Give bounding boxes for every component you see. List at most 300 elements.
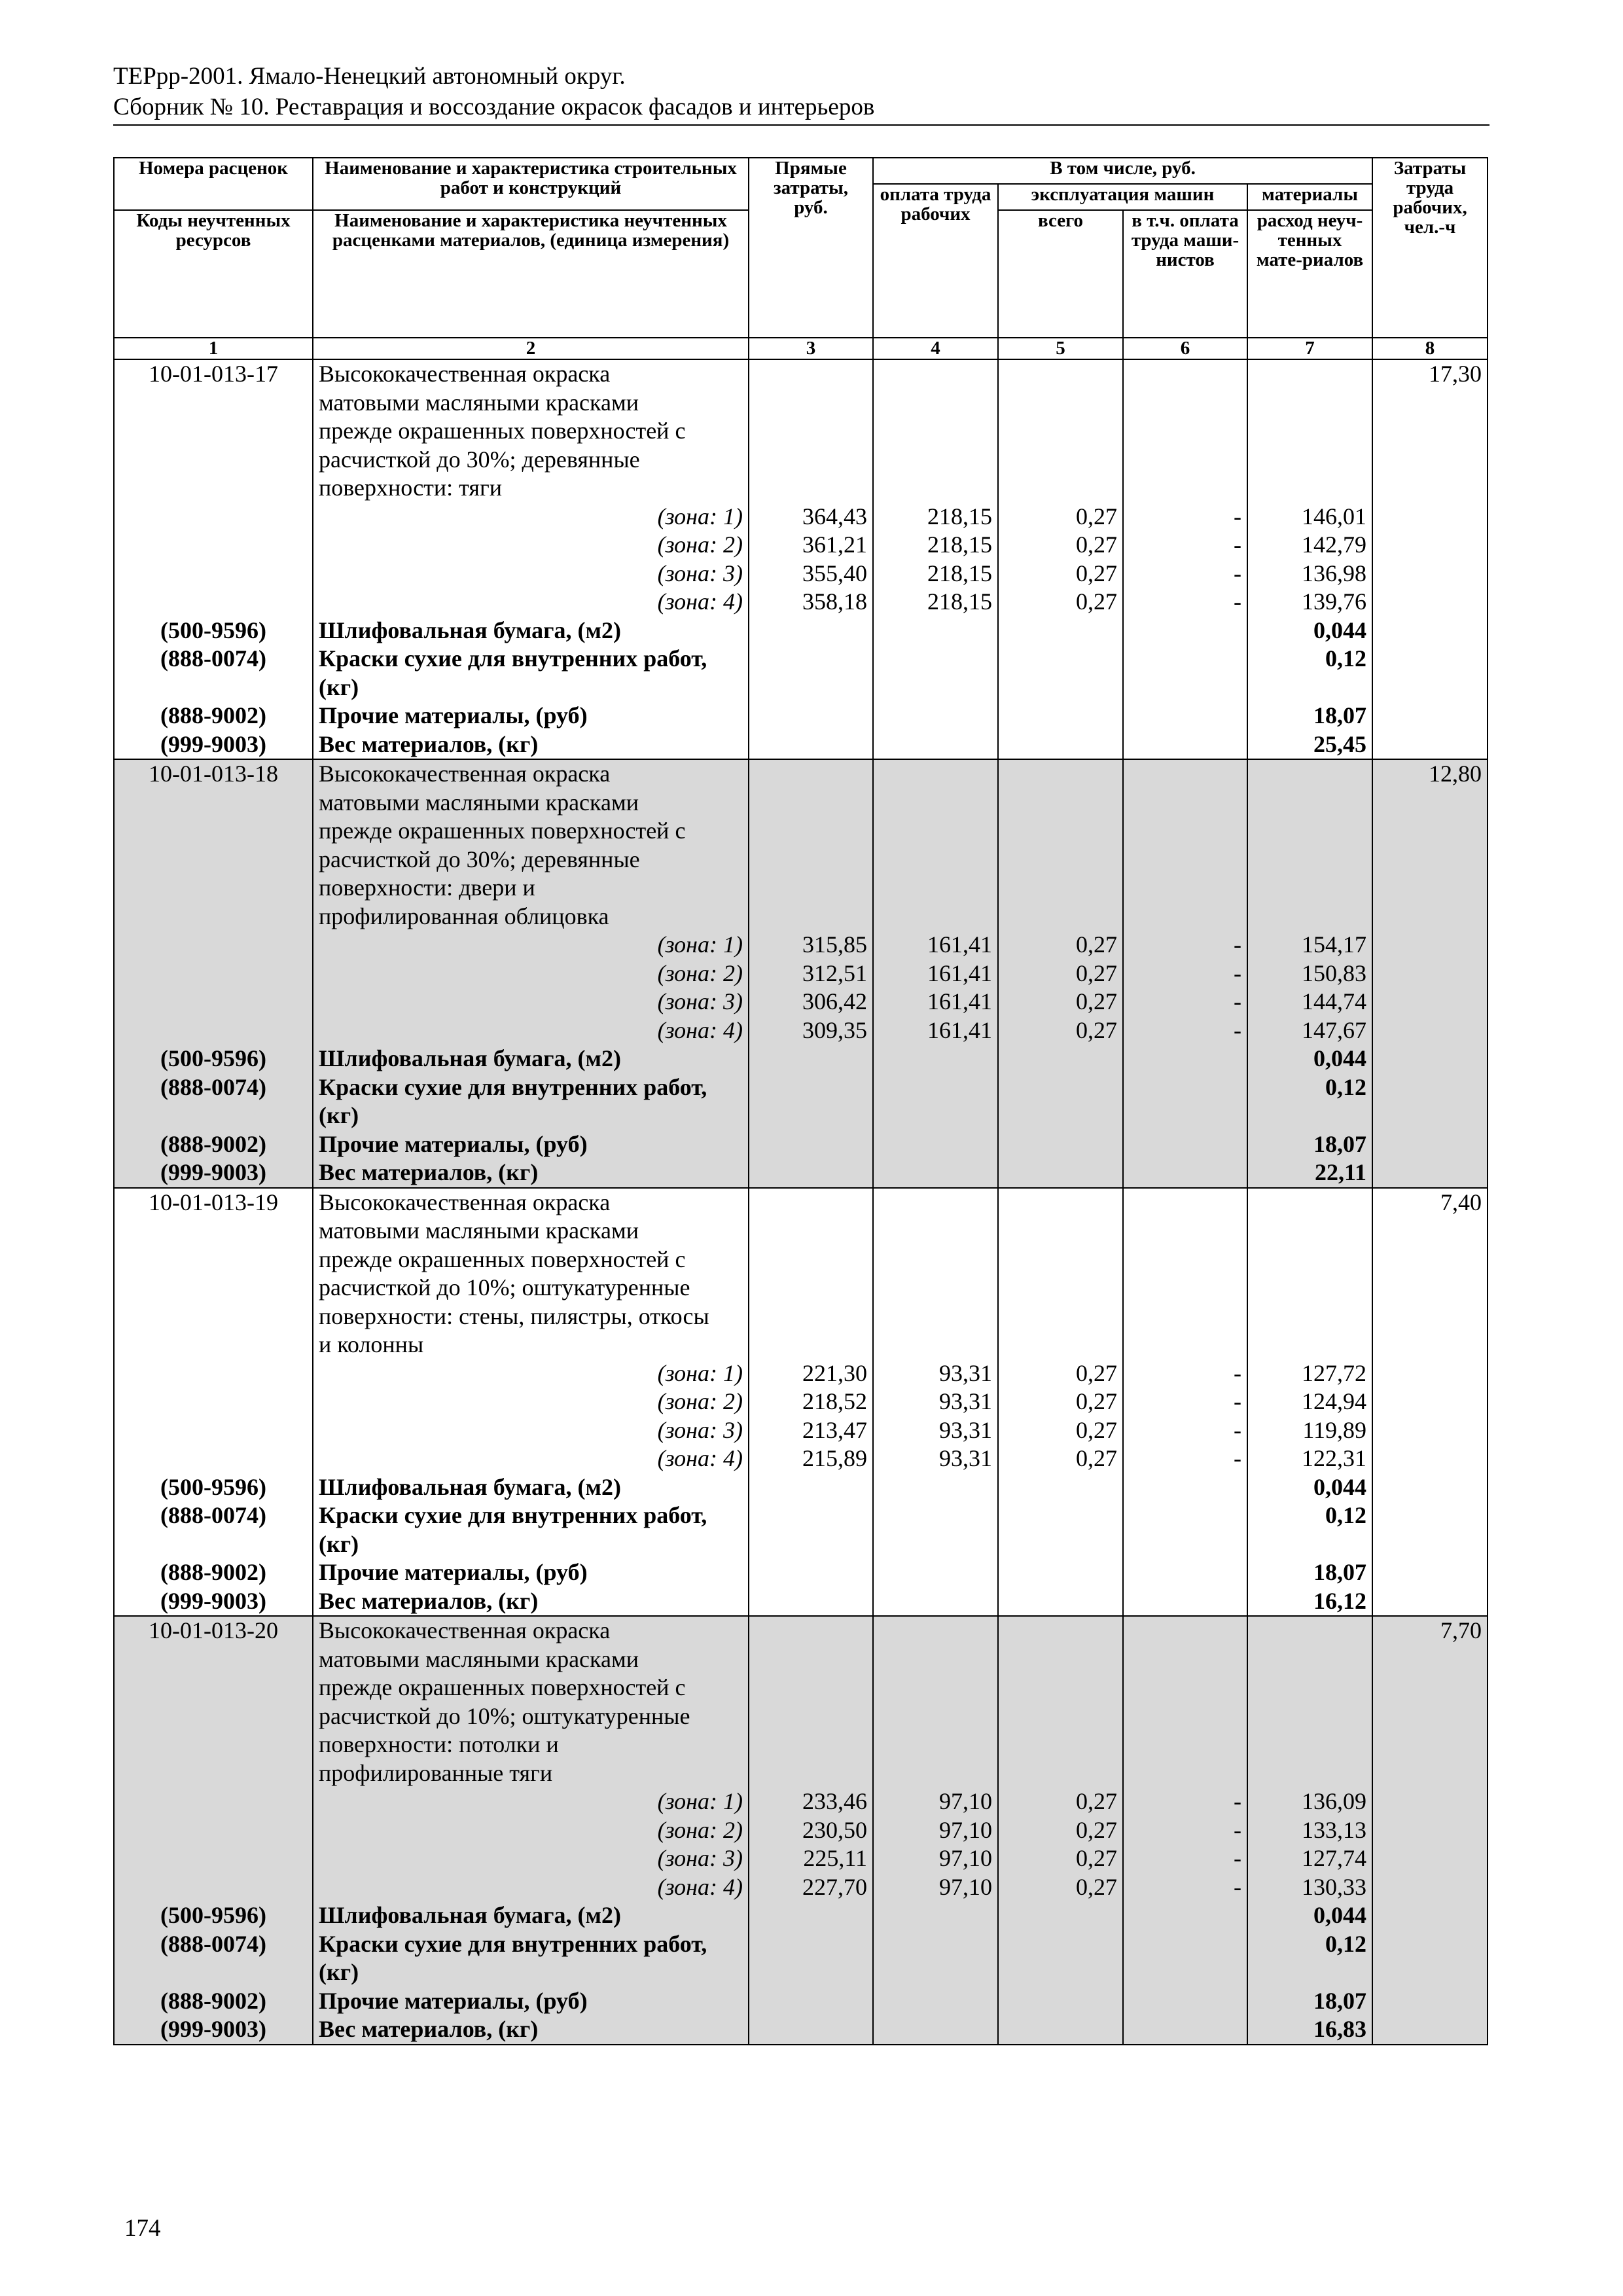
direct-cost: 309,35 [749,1016,873,1045]
table-row [114,759,1488,789]
table-cell [1123,1073,1247,1102]
machines: 0,27 [998,588,1123,617]
wages: 93,31 [873,1416,998,1445]
table-cell [1123,1217,1247,1246]
table-cell [998,673,1123,702]
col-number: 2 [313,338,749,359]
table-cell [1123,789,1247,817]
resource-name: Краски сухие для внутренних работ, [313,1501,749,1530]
work-description: Высококачественная окраска [313,1188,749,1217]
table-cell [1123,1759,1247,1788]
resource-unit: (кг) [313,1958,749,1987]
table-cell [873,617,998,645]
table-cell [114,817,313,846]
table-row [114,1731,1488,1759]
zone-label: (зона: 1) [313,1787,749,1816]
materials: 124,94 [1247,1388,1372,1416]
table-cell [998,1930,1123,1959]
table-cell [1123,446,1247,475]
table-cell [998,1473,1123,1502]
labor-cost: 17,30 [1372,359,1488,389]
table-row [114,730,1488,760]
table-cell [998,846,1123,874]
table-cell [873,1587,998,1617]
table-cell [998,1073,1123,1102]
table-row [114,1188,1488,1217]
resource-name: Вес материалов, (кг) [313,1158,749,1188]
work-description: расчисткой до 30%; деревянные [313,446,749,475]
table-row [114,874,1488,903]
table-cell [1123,359,1247,389]
table-cell [749,1645,873,1674]
machines: 0,27 [998,1787,1123,1816]
table-cell [873,359,998,389]
col-number: 5 [998,338,1123,359]
table-cell [1372,1702,1488,1731]
table-cell [1123,1331,1247,1359]
work-description: поверхности: тяги [313,474,749,503]
page-number: 174 [124,2215,161,2242]
resource-name: Шлифовальная бумага, (м2) [313,1901,749,1930]
direct-cost: 358,18 [749,588,873,617]
table-cell [749,1731,873,1759]
table-cell [998,617,1123,645]
machinist-wages: - [1123,1873,1247,1902]
materials: 146,01 [1247,503,1372,531]
table-cell [1372,1530,1488,1559]
table-cell [998,1501,1123,1530]
machines: 0,27 [998,1844,1123,1873]
table-cell [1372,1416,1488,1445]
table-cell [1247,874,1372,903]
table-cell [1247,1702,1372,1731]
wages: 97,10 [873,1787,998,1816]
table-cell [1372,1073,1488,1102]
resource-name: Шлифовальная бумага, (м2) [313,1473,749,1502]
zone-label: (зона: 1) [313,503,749,531]
table-cell [1247,474,1372,503]
table-row [114,1073,1488,1102]
resource-code: (888-9002) [114,702,313,730]
table-row [114,1759,1488,1788]
resource-code: (888-0074) [114,645,313,673]
table-cell [1247,1274,1372,1302]
wages: 161,41 [873,988,998,1016]
resource-name: Прочие материалы, (руб) [313,1987,749,2016]
direct-cost: 221,30 [749,1359,873,1388]
table-row [114,531,1488,560]
zone-label: (зона: 4) [313,1873,749,1902]
machines: 0,27 [998,1388,1123,1416]
labor-cost: 7,70 [1372,1616,1488,1645]
table-cell [1372,1158,1488,1188]
table-cell [114,446,313,475]
table-row [114,702,1488,730]
resource-name: Краски сухие для внутренних работ, [313,645,749,673]
table-cell [1372,702,1488,730]
direct-cost: 218,52 [749,1388,873,1416]
table-cell [749,1473,873,1502]
materials: 136,09 [1247,1787,1372,1816]
wages: 218,15 [873,503,998,531]
zone-label: (зона: 1) [313,1359,749,1388]
zone-label: (зона: 4) [313,588,749,617]
table-cell [1372,1331,1488,1359]
zone-label: (зона: 3) [313,988,749,1016]
table-cell [1123,617,1247,645]
direct-cost: 306,42 [749,988,873,1016]
table-cell [1123,1930,1247,1959]
table-cell [749,359,873,389]
resource-code: (500-9596) [114,617,313,645]
machines: 0,27 [998,960,1123,988]
col-rate-numbers: Номера расценок [114,158,313,210]
machinist-wages: - [1123,1787,1247,1816]
table-cell [1247,1616,1372,1645]
direct-cost: 225,11 [749,1844,873,1873]
table-cell [998,1274,1123,1302]
work-description: прежде окрашенных поверхностей с [313,1674,749,1702]
table-cell [998,1102,1123,1130]
col-wages: оплата труда рабочих [873,184,998,338]
resource-code: (999-9003) [114,1158,313,1188]
table-cell [1372,1359,1488,1388]
table-cell [1372,817,1488,846]
work-description: Высококачественная окраска [313,1616,749,1645]
table-cell [873,1958,998,1987]
zone-label: (зона: 3) [313,560,749,588]
table-cell [873,1616,998,1645]
table-cell [1372,1930,1488,1959]
table-row [114,1217,1488,1246]
table-row [114,474,1488,503]
table-row [114,1130,1488,1159]
table-cell [1247,903,1372,931]
table-cell [1123,1702,1247,1731]
table-cell [1123,874,1247,903]
table-cell [1247,389,1372,418]
table-cell [1372,1388,1488,1416]
col-direct-costs: Прямые затраты, руб. [749,158,873,338]
work-description: прежде окрашенных поверхностей с [313,817,749,846]
machinist-wages: - [1123,931,1247,960]
table-cell [873,1674,998,1702]
table-cell [1372,1731,1488,1759]
zone-label: (зона: 4) [313,1016,749,1045]
resource-name: Прочие материалы, (руб) [313,1558,749,1587]
table-cell [1123,903,1247,931]
materials: 139,76 [1247,588,1372,617]
wages: 97,10 [873,1873,998,1902]
col-labor-costs: Затраты труда рабочих, чел.-ч [1372,158,1488,338]
table-cell [114,1102,313,1130]
table-cell [873,1274,998,1302]
work-description: матовыми масляными красками [313,389,749,418]
table-cell [114,874,313,903]
table-cell [873,673,998,702]
table-row [114,503,1488,531]
work-description: матовыми масляными красками [313,1217,749,1246]
materials: 142,79 [1247,531,1372,560]
table-cell [1123,1102,1247,1130]
resource-name: Прочие материалы, (руб) [313,1130,749,1159]
resource-name: Шлифовальная бумага, (м2) [313,1045,749,1073]
table-row [114,1331,1488,1359]
table-cell [114,503,313,531]
table-cell [749,1702,873,1731]
table-cell [1247,789,1372,817]
machinist-wages: - [1123,988,1247,1016]
resource-value: 18,07 [1247,1558,1372,1587]
table-cell [749,1274,873,1302]
table-cell [1372,988,1488,1016]
table-cell [873,730,998,760]
table-header [114,158,1488,359]
table-cell [1247,759,1372,789]
machines: 0,27 [998,1444,1123,1473]
table-row [114,1302,1488,1331]
materials: 127,74 [1247,1844,1372,1873]
resource-name: Краски сухие для внутренних работ, [313,1930,749,1959]
table-cell [873,1987,998,2016]
table-cell [749,1987,873,2016]
table-cell [873,1473,998,1502]
table-cell [1247,1530,1372,1559]
table-cell [1372,531,1488,560]
zone-label: (зона: 2) [313,1816,749,1845]
table-cell [749,1130,873,1159]
direct-cost: 315,85 [749,931,873,960]
table-row [114,960,1488,988]
table-cell [1372,1873,1488,1902]
table-cell [1372,730,1488,760]
header-subtitle: Сборник № 10. Реставрация и воссоздание окрасок фасадов и интерьеров [113,94,875,120]
table-cell [749,645,873,673]
table-cell [749,1930,873,1959]
table-cell [873,1558,998,1587]
materials: 119,89 [1247,1416,1372,1445]
table-cell [749,2015,873,2045]
table-row [114,446,1488,475]
table-cell [1123,846,1247,874]
table-cell [114,1731,313,1759]
table-row [114,1558,1488,1587]
table-cell [1372,874,1488,903]
table-cell [873,1246,998,1274]
table-cell [1372,1473,1488,1502]
table-cell [873,417,998,446]
table-cell [1372,417,1488,446]
table-cell [1247,1958,1372,1987]
table-cell [998,874,1123,903]
work-description: прежде окрашенных поверхностей с [313,1246,749,1274]
table-cell [873,1158,998,1188]
resource-value: 0,044 [1247,1901,1372,1930]
direct-cost: 227,70 [749,1873,873,1902]
table-cell [873,1759,998,1788]
table-cell [114,1787,313,1816]
table-cell [1247,446,1372,475]
col-incl: В том числе, руб. [873,158,1372,184]
table-cell [749,673,873,702]
machinist-wages: - [1123,1359,1247,1388]
table-cell [998,1246,1123,1274]
table-cell [1372,503,1488,531]
table-cell [998,1302,1123,1331]
table-cell [1372,617,1488,645]
table-row [114,1702,1488,1731]
table-cell [749,1302,873,1331]
table-cell [749,1073,873,1102]
table-cell [749,702,873,730]
table-row [114,1987,1488,2016]
labor-cost: 7,40 [1372,1188,1488,1217]
wages: 93,31 [873,1444,998,1473]
table-cell [1372,789,1488,817]
table-cell [1123,1246,1247,1274]
col-number: 4 [873,338,998,359]
table-cell [114,1359,313,1388]
table-cell [873,1901,998,1930]
work-description: расчисткой до 10%; оштукатуренные [313,1274,749,1302]
machinist-wages: - [1123,1844,1247,1873]
table-cell [114,1674,313,1702]
table-cell [749,1158,873,1188]
table-cell [1247,1302,1372,1331]
table-cell [998,1188,1123,1217]
table-cell [1372,2015,1488,2045]
table-cell [114,960,313,988]
table-cell [1372,1217,1488,1246]
work-description: прежде окрашенных поверхностей с [313,417,749,446]
wages: 161,41 [873,931,998,960]
table-cell [998,759,1123,789]
wages: 161,41 [873,1016,998,1045]
col-machines-total: всего [998,210,1123,338]
table-cell [749,474,873,503]
table-cell [1123,2015,1247,2045]
table-cell [749,846,873,874]
resource-value: 0,12 [1247,1930,1372,1959]
table-cell [1372,1274,1488,1302]
resource-value: 25,45 [1247,730,1372,760]
table-row [114,1530,1488,1559]
machines: 0,27 [998,531,1123,560]
table-cell [1123,645,1247,673]
resource-name: Вес материалов, (кг) [313,2015,749,2045]
machines: 0,27 [998,1873,1123,1902]
direct-cost: 215,89 [749,1444,873,1473]
table-row [114,417,1488,446]
table-row [114,1473,1488,1502]
wages: 218,15 [873,588,998,617]
table-cell [873,1188,998,1217]
table-row [114,1587,1488,1617]
table-cell [1372,960,1488,988]
table-cell [873,1501,998,1530]
col-machinist-wages: в т.ч. оплата труда маши-нистов [1123,210,1247,338]
table-cell [1123,730,1247,760]
header-rule [113,124,1489,126]
table-cell [1123,759,1247,789]
wages: 93,31 [873,1359,998,1388]
table-row [114,389,1488,418]
machines: 0,27 [998,988,1123,1016]
table-cell [873,1073,998,1102]
table-cell [998,1958,1123,1987]
table-cell [1123,1130,1247,1159]
table-cell [114,1873,313,1902]
col-work-name: Наименование и характеристика строительных работ и конструкций [313,158,749,210]
table-cell [873,702,998,730]
resource-unit: (кг) [313,1530,749,1559]
table-cell [114,389,313,418]
materials: 144,74 [1247,988,1372,1016]
table-cell [749,1674,873,1702]
resource-value: 22,11 [1247,1158,1372,1188]
materials: 154,17 [1247,931,1372,960]
rate-code: 10-01-013-20 [114,1616,313,1645]
work-description: профилированная облицовка [313,903,749,931]
resource-code: (500-9596) [114,1901,313,1930]
table-cell [998,1901,1123,1930]
table-cell [873,1645,998,1674]
table-cell [1372,1901,1488,1930]
zone-label: (зона: 4) [313,1444,749,1473]
table-cell [1123,1645,1247,1674]
table-cell [1123,1587,1247,1617]
zone-label: (зона: 2) [313,1388,749,1416]
table-cell [873,474,998,503]
table-cell [749,1246,873,1274]
table-cell [1247,1331,1372,1359]
table-cell [998,903,1123,931]
table-cell [1247,1674,1372,1702]
table-cell [998,1587,1123,1617]
table-cell [1372,389,1488,418]
table-cell [1372,1501,1488,1530]
table-cell [1123,474,1247,503]
machines: 0,27 [998,1016,1123,1045]
table-row [114,846,1488,874]
table-cell [114,588,313,617]
rate-code: 10-01-013-19 [114,1188,313,1217]
col-consumption: расход неуч-тенных мате-риалов [1247,210,1372,338]
table-cell [114,1416,313,1445]
table-cell [998,1158,1123,1188]
table-cell [873,1930,998,1959]
resource-value: 18,07 [1247,1130,1372,1159]
table-cell [1247,1731,1372,1759]
table-cell [1372,1759,1488,1788]
table-cell [873,1045,998,1073]
resource-unit: (кг) [313,673,749,702]
resource-code: (999-9003) [114,1587,313,1617]
resource-code: (888-9002) [114,1558,313,1587]
table-cell [873,1530,998,1559]
rate-code: 10-01-013-17 [114,359,313,389]
resource-name: Шлифовальная бумага, (м2) [313,617,749,645]
rate-code: 10-01-013-18 [114,759,313,789]
table-cell [1123,1958,1247,1987]
table-cell [998,359,1123,389]
table-cell [1123,702,1247,730]
table-cell [998,474,1123,503]
table-cell [1372,1787,1488,1816]
table-cell [998,1530,1123,1559]
machinist-wages: - [1123,531,1247,560]
table-cell [114,560,313,588]
